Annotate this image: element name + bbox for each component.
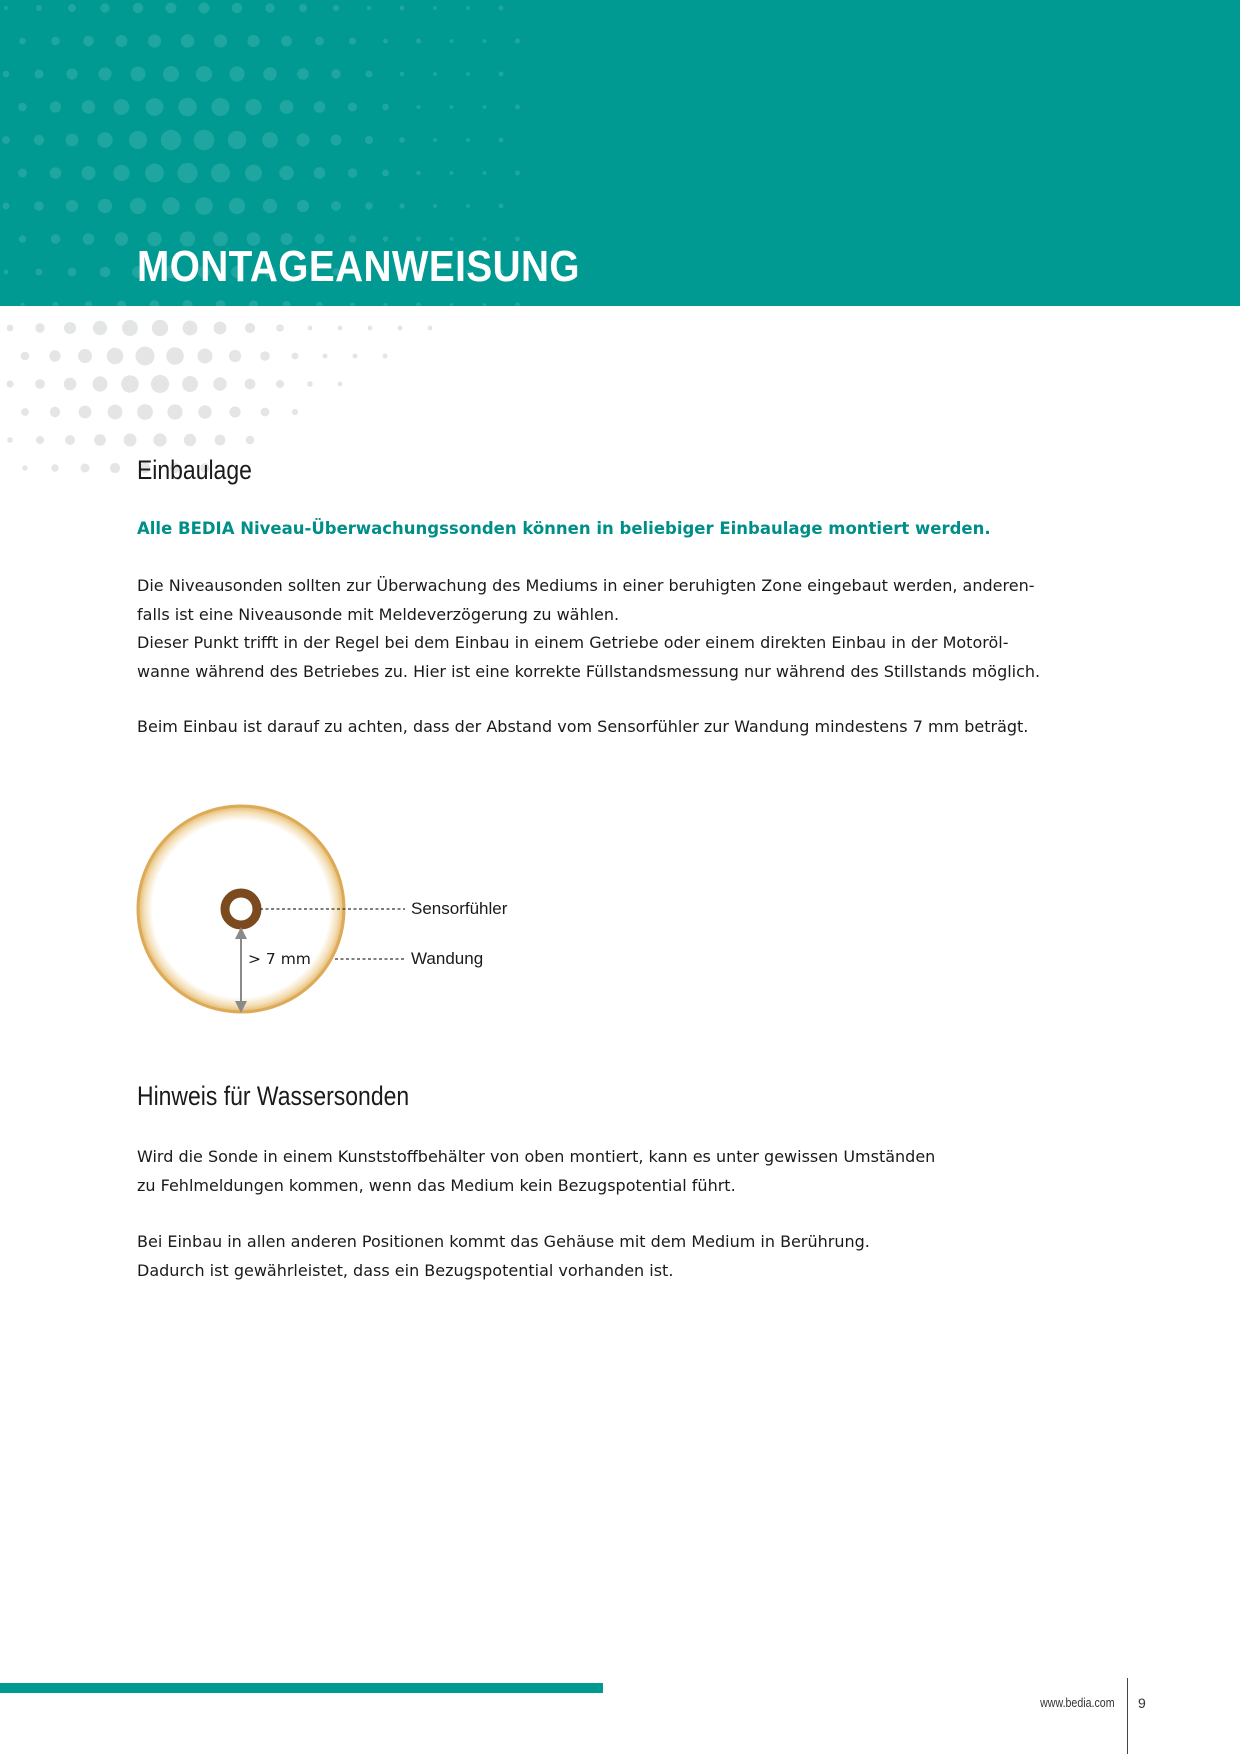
paragraph-distance [137,713,1067,742]
decorative-dot [100,267,111,278]
footer-divider [1127,1678,1128,1754]
decorative-dot [148,34,161,47]
decorative-dot [433,138,437,142]
decorative-dot [483,105,487,109]
decorative-dot [121,375,139,393]
decorative-dot [81,464,90,473]
decorative-dot [433,6,437,10]
decorative-dot [466,138,470,142]
distance-label: > 7 mm [248,950,311,968]
wall-label: Wandung [411,949,484,968]
decorative-dot [19,38,26,45]
decorative-dot [194,130,215,151]
decorative-dot [229,198,245,214]
decorative-dot [68,268,77,277]
decorative-dot [65,435,75,445]
decorative-dot [66,68,77,79]
decorative-dot [98,199,112,213]
decorative-dot [416,105,420,109]
paragraph-housing [137,1228,1067,1285]
text-line: Die Niveausonden sollten zur Überwachung des Mediums in einer beruhigten Zone eingebaut werden, anderen- [137,576,1035,595]
footer-accent-bar [0,1683,603,1693]
decorative-dot [21,408,29,416]
decorative-dot [450,39,454,43]
text-line: Dadurch ist gewährleistet, dass ein Bezugspotential vorhanden ist. [137,1260,674,1280]
decorative-dot [400,72,405,77]
decorative-dot [153,433,166,446]
decorative-dot [245,165,262,182]
decorative-dot [133,3,143,13]
decorative-dot [83,233,95,245]
decorative-dot [338,326,343,331]
decorative-dot [64,378,77,391]
decorative-dot [515,303,520,307]
decorative-dot [64,322,76,334]
decorative-dot [196,66,212,82]
decorative-dot [353,354,358,359]
decorative-dot [130,198,146,214]
decorative-dot [19,235,26,242]
decorative-dot [181,34,195,48]
decorative-dot [98,67,111,80]
decorative-dot [35,70,44,79]
decorative-dot [416,171,420,175]
decorative-dot [247,35,259,47]
decorative-dot [131,67,146,82]
decorative-dot [263,199,277,213]
decorative-dot [94,434,106,446]
decorative-dot [18,169,27,178]
sensor-label: Sensorfühler [411,899,508,918]
decorative-dot [167,404,182,419]
decorative-dot [50,167,62,179]
highlight-statement: Alle BEDIA Niveau-Überwachungssonden können in beliebiger Einbaulage montiert werden. [137,519,991,538]
decorative-dot [182,376,198,392]
decorative-dot [263,67,277,81]
decorative-dot [399,203,404,208]
decorative-dot [122,320,138,336]
decorative-dot [3,71,10,78]
decorative-dot [333,5,339,11]
decorative-dot [433,72,437,76]
decorative-dot [466,204,470,208]
decorative-dot [229,66,244,81]
decorative-dot [66,200,78,212]
decorative-dot [18,103,27,112]
decorative-dot [22,465,27,470]
decorative-dot [145,164,164,183]
decorative-dot [137,404,153,420]
decorative-dot [365,136,373,144]
decorative-dot [299,4,307,12]
decorative-dot [79,406,92,419]
decorative-dot [400,6,405,11]
decorative-dot [136,347,155,366]
decorative-dot [366,71,373,78]
decorative-dot [331,201,341,211]
decorative-dot [228,131,246,149]
decorative-dot [483,171,487,175]
footer-url[interactable]: www.bedia.com [1040,1696,1115,1710]
decorative-dot [314,101,326,113]
decorative-dot [382,170,389,177]
decorative-dot [338,382,343,387]
decorative-dot [245,379,256,390]
decorative-dot [349,38,356,45]
decorative-dot [499,6,504,11]
decorative-dot [262,132,278,148]
decorative-dot [146,98,164,116]
decorative-dot [78,349,92,363]
decorative-dot [331,69,340,78]
decorative-dot [4,270,9,275]
decorative-dot [108,405,123,420]
decorative-dot [36,436,44,444]
decorative-dot [198,349,213,364]
decorative-dot [2,202,9,209]
decorative-dot [97,132,112,147]
decorative-dot [83,36,94,47]
decorative-dot [163,66,179,82]
decorative-dot [35,379,45,389]
decorative-dot [265,3,274,12]
decorative-dot [292,409,298,415]
decorative-dot [296,133,309,146]
decorative-dot [93,321,107,335]
decorative-dot [215,435,226,446]
decorative-dot [4,6,8,10]
decorative-dot [199,3,210,14]
decorative-dot [367,6,371,10]
decorative-dot [281,36,292,47]
decorative-dot [195,197,213,215]
decorative-dot [308,326,313,331]
decorative-dot [483,39,487,43]
decorative-dot [398,326,403,331]
decorative-dot [368,326,373,331]
decorative-dot [229,350,241,362]
decorative-dot [82,100,96,114]
decorative-dot [178,98,197,117]
decorative-dot [34,201,44,211]
decorative-dot [515,237,520,242]
decorative-dot [307,381,312,386]
paragraph-water-probe [137,1143,1067,1200]
decorative-dot [279,166,293,180]
decorative-dot [212,98,230,116]
decorative-dot [50,101,61,112]
decorative-dot [450,105,454,109]
decorative-dot [151,375,169,393]
text-line: Dieser Punkt trifft in der Regel bei dem Einbau in einem Getriebe oder einem direkten Einbau in der Motoröl- [137,633,1009,652]
decorative-dot [365,202,373,210]
decorative-dot [466,6,470,10]
decorative-dot [232,3,242,13]
decorative-dot [177,163,197,183]
decorative-dot [116,35,128,47]
decorative-dot [162,197,179,214]
decorative-dot [416,237,421,242]
decorative-dot [314,167,326,179]
header-band [0,0,1240,306]
decorative-dot [466,72,470,76]
decorative-dot [499,204,504,209]
decorative-dot [129,131,147,149]
decorative-dot [483,303,487,306]
decorative-dot [2,136,10,144]
decorative-dot [515,171,520,176]
decorative-dot [214,322,227,335]
decorative-dot [260,351,270,361]
decorative-dot [245,99,261,115]
decorative-dot [245,323,255,333]
text-line: Bei Einbau in allen anderen Positionen kommt das Gehäuse mit dem Medium in Berührung. [137,1232,870,1251]
decorative-dot [36,5,42,11]
decorative-dot [383,236,388,241]
decorative-dot [100,3,109,12]
decorative-dot [383,39,388,44]
decorative-dot [297,200,309,212]
decorative-dot [92,376,107,391]
decorative-dot [161,130,181,150]
decorative-dot [166,3,177,14]
decorative-dot [82,166,96,180]
decorative-dot [51,464,58,471]
text-line: zu Fehlmeldungen kommen, wenn das Medium kein Bezugspotential führt. [137,1175,736,1195]
decorative-dot [297,68,309,80]
decorative-dot [315,37,324,46]
decorative-dot [499,138,504,143]
page-title: MONTAGEANWEISUNG [137,242,580,291]
decorative-dot [450,237,454,241]
decorative-dot [331,135,342,146]
decorative-dot [276,380,284,388]
decorative-dot [382,104,389,111]
decorative-dot [7,437,13,443]
decorative-dot [113,165,129,181]
decorative-dot [433,204,437,208]
decorative-dot [515,105,520,110]
decorative-dot [399,137,405,143]
decorative-dot [114,99,130,115]
decorative-dot [115,232,128,245]
decorative-dot [450,171,454,175]
decorative-dot [211,164,230,183]
decorative-dot [383,354,388,359]
decorative-dot [7,325,14,332]
decorative-dot [428,326,433,331]
decorative-dot [416,39,421,44]
decorative-dot [323,354,328,359]
decorative-dot [6,380,13,387]
decorative-dot [198,405,211,418]
decorative-dot [34,135,44,145]
text-line: wanne während des Betriebes zu. Hier ist eine korrekte Füllstandsmessung nur während des Stillstands möglich. [137,661,1041,681]
decorative-dot [35,323,44,332]
decorative-dot [51,37,60,46]
paragraph-installation [137,572,1067,686]
text-line: Beim Einbau ist darauf zu achten, dass der Abstand vom Sensorfühler zur Wandung mindestens 7 mm beträgt. [137,717,1029,736]
decorative-dot [107,348,124,365]
decorative-dot [348,168,357,177]
decorative-dot [124,434,137,447]
decorative-dot [184,434,196,446]
decorative-dot [51,234,61,244]
decorative-dot [276,324,284,332]
decorative-dot [246,436,255,445]
decorative-dot [280,100,294,114]
decorative-dot [214,34,227,47]
decorative-dot [152,320,168,336]
decorative-dot [183,321,198,336]
decorative-dot [348,103,357,112]
decorative-dot [166,347,184,365]
decorative-dot [483,237,487,241]
decorative-dot [36,269,43,276]
decorative-dot [68,4,76,12]
text-line: falls ist eine Niveausonde mit Meldeverzögerung zu wählen. [137,604,620,624]
installation-diagram [130,795,530,1020]
decorative-dot [50,407,60,417]
decorative-dot [213,377,226,390]
page-number: 9 [1138,1695,1146,1711]
decorative-dot [515,39,520,44]
section-heading-wassersonden: Hinweis für Wassersonden [137,1081,410,1111]
decorative-dot [49,350,60,361]
decorative-dot [66,134,79,147]
decorative-dot [499,72,504,77]
decorative-dot [229,406,240,417]
decorative-dot [21,352,30,361]
decorative-dot [110,463,120,473]
text-line: Wird die Sonde in einem Kunststoffbehälter von oben montiert, kann es unter gewissen Umständen [137,1147,936,1166]
section-heading-einbaulage: Einbaulage [137,455,252,485]
decorative-dot [292,353,299,360]
decorative-dot [261,408,270,417]
